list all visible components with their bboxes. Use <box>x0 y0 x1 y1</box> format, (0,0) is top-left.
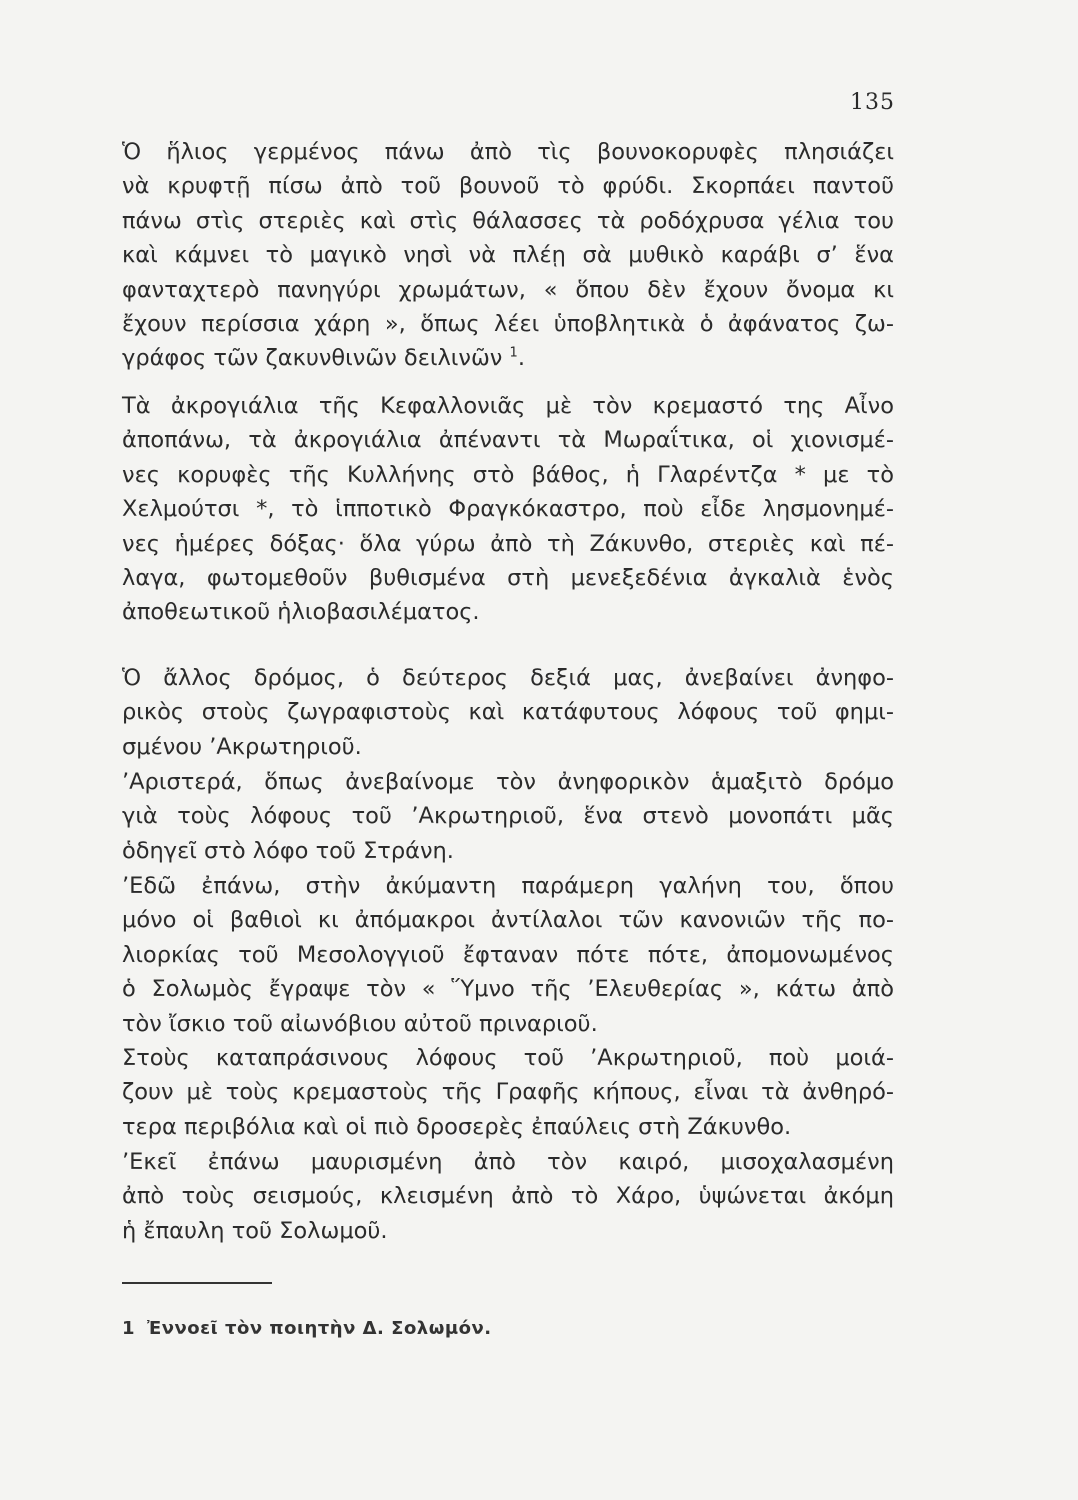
footnote-divider <box>122 1282 272 1284</box>
text-line: νὰ κρυφτῇ πίσω ἀπὸ τοῦ βουνοῦ τὸ φρύδι. Σκορπάει παντοῦ <box>122 173 894 200</box>
text-line: ζουν μὲ τοὺς κρεμαστοὺς τῆς Γραφῆς κήπους, εἶναι τὰ ἀνθηρό- <box>122 1079 894 1106</box>
footnote-number: 1 <box>122 1318 136 1339</box>
page-number: 135 <box>850 90 895 115</box>
paragraph-3 <box>122 661 894 764</box>
text-line: καὶ κάμνει τὸ μαγικὸ νησὶ νὰ πλέῃ σὰ μυθικὸ καράβι σ’ ἕνα <box>122 242 894 269</box>
paragraph-6 <box>122 1041 894 1144</box>
text-line: ἀποθεωτικοῦ ἡλιοβασιλέματος. <box>122 599 480 626</box>
paragraph-5 <box>122 869 894 1041</box>
text-line: πάνω στὶς στεριὲς καὶ στὶς θάλασσες τὰ ροδόχρυσα γέλια του <box>122 207 894 234</box>
text-line: ἀποπάνω, τὰ ἀκρογιάλια ἀπέναντι τὰ Μωραΐτικα, οἱ χιονισμέ- <box>122 427 894 454</box>
text-line: μόνο οἱ βαθιοὶ κι ἀπόμακροι ἀντίλαλοι τῶν κανονιῶν τῆς πο- <box>122 907 894 934</box>
text-line: νες κορυφὲς τῆς Κυλλήνης στὸ βάθος, ἡ Γλαρέντζα * με τὸ <box>122 461 894 488</box>
text-line: ἀπὸ τοὺς σεισμούς, κλεισμένη ἀπὸ τὸ Χάρο, ὑψώνεται ἀκόμη <box>122 1183 894 1210</box>
text-line: σμένου ’Ακρωτηριοῦ. <box>122 733 362 760</box>
footnote-text: Ἐννοεῖ τὸν ποιητὴν Δ. Σολωμόν. <box>147 1318 492 1339</box>
text-line: ’Εδῶ ἐπάνω, στὴν ἀκύμαντη παράμερη γαλήνη του, ὅπου <box>122 873 894 899</box>
text-line: ὁδηγεῖ στὸ λόφο τοῦ Στράνη. <box>122 837 454 864</box>
text-line: Ὁ ἄλλος δρόμος, ὁ δεύτερος δεξιά μας, ἀνεβαίνει ἀνηφο- <box>122 665 894 691</box>
text-line: λαγα, φωτομεθοῦν βυθισμένα στὴ μενεξεδένια ἀγκαλιὰ ἑνὸς <box>122 564 894 591</box>
text-line: ἔχουν περίσσια χάρη », ὅπως λέει ὑποβλητικὰ ὁ ἀφάνατος ζω- <box>122 310 894 337</box>
text-line: τὸν ἴσκιο τοῦ αἰωνόβιου αὐτοῦ πριναριοῦ. <box>122 1010 598 1037</box>
text-line: γιὰ τοὺς λόφους τοῦ ’Ακρωτηριοῦ, ἕνα στενὸ μονοπάτι μᾶς <box>122 803 894 830</box>
text-line: ’Αριστερά, ὅπως ἀνεβαίνομε τὸν ἀνηφορικὸν ἁμαξιτὸ δρόμο <box>122 769 894 795</box>
footnote-reference: 1 <box>509 345 518 361</box>
text-line: ὁ Σολωμὸς ἔγραψε τὸν « Ὕμνο τῆς ’Ελευθερίας », κάτω ἀπὸ <box>122 976 894 1003</box>
text-line: τερα περιβόλια καὶ οἱ πιὸ δροσερὲς ἐπαύλεις στὴ Ζάκυνθο. <box>122 1113 792 1140</box>
text-line <box>122 341 894 375</box>
paragraph-4 <box>122 765 894 868</box>
line-text: γράφος τῶν ζακυνθινῶν δειλινῶν <box>122 345 503 372</box>
text-line: ρικὸς στοὺς ζωγραφιστοὺς καὶ κατάφυτους λόφους τοῦ φημι- <box>122 699 894 726</box>
text-line: Χελμούτσι *, τὸ ἱπποτικὸ Φραγκόκαστρο, ποὺ εἶδε λησμονημέ- <box>122 496 894 523</box>
text-line: ’Εκεῖ ἐπάνω μαυρισμένη ἀπὸ τὸν καιρό, μισοχαλασμένη <box>122 1149 894 1175</box>
text-line: φανταχτερὸ πανηγύρι χρωμάτων, « ὅπου δὲν ἔχουν ὄνομα κι <box>122 276 894 303</box>
text-line: Τὰ ἀκρογιάλια τῆς Κεφαλλονιᾶς μὲ τὸν κρεμαστό της Αἶνο <box>122 393 894 419</box>
footnote <box>122 1318 492 1339</box>
paragraph-2 <box>122 389 894 630</box>
text-line: λιορκίας τοῦ Μεσολογγιοῦ ἔφταναν πότε πότε, ἀπομονωμένος <box>122 941 894 968</box>
text-line: νες ἡμέρες δόξας· ὅλα γύρω ἀπὸ τὴ Ζάκυνθο, στεριὲς καὶ πέ- <box>122 530 894 557</box>
paragraph-7 <box>122 1145 894 1248</box>
paragraph-1 <box>122 135 894 376</box>
text-line: ἡ ἔπαυλη τοῦ Σολωμοῦ. <box>122 1217 388 1244</box>
text-line: Ὁ ἥλιος γερμένος πάνω ἀπὸ τὶς βουνοκορυφὲς πλησιάζει <box>122 139 894 165</box>
footnote-reference-suffix: . <box>517 345 525 372</box>
text-line: Στοὺς καταπράσινους λόφους τοῦ ’Ακρωτηριοῦ, ποὺ μοιά- <box>122 1045 894 1071</box>
